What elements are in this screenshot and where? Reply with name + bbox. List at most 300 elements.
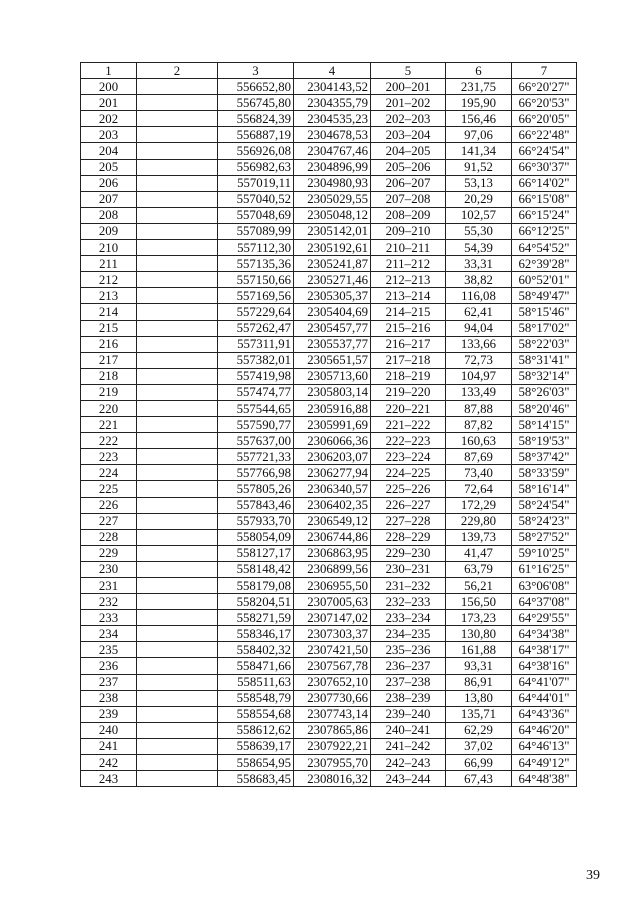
cell-point-number: 236 — [81, 658, 137, 674]
cell-point-number: 205 — [81, 159, 137, 175]
cell-direction-angle: 66°15'24" — [512, 207, 577, 223]
cell-length: 133,66 — [446, 336, 512, 352]
cell-y-coordinate: 2305457,77 — [294, 320, 371, 336]
cell-y-coordinate: 2307147,02 — [294, 610, 371, 626]
cell-length: 72,73 — [446, 352, 512, 368]
cell-direction-angle: 64°46'13" — [512, 738, 577, 754]
cell-column-2 — [137, 706, 218, 722]
table-row — [81, 175, 577, 191]
cell-point-number: 206 — [81, 175, 137, 191]
cell-point-number: 210 — [81, 240, 137, 256]
cell-length: 62,29 — [446, 722, 512, 738]
cell-segment: 234–235 — [371, 626, 446, 642]
cell-column-2 — [137, 561, 218, 577]
table-row — [81, 626, 577, 642]
cell-x-coordinate: 556824,39 — [218, 111, 294, 127]
cell-point-number: 237 — [81, 674, 137, 690]
cell-length: 53,13 — [446, 175, 512, 191]
cell-segment: 210–211 — [371, 240, 446, 256]
cell-direction-angle: 64°29'55" — [512, 610, 577, 626]
table-row — [81, 288, 577, 304]
table-row — [81, 352, 577, 368]
cell-column-2 — [137, 481, 218, 497]
cell-length: 161,88 — [446, 642, 512, 658]
cell-direction-angle: 66°14'02" — [512, 175, 577, 191]
cell-column-2 — [137, 207, 218, 223]
cell-direction-angle: 58°37'42" — [512, 449, 577, 465]
cell-y-coordinate: 2307730,66 — [294, 690, 371, 706]
cell-segment: 209–210 — [371, 223, 446, 239]
cell-column-2 — [137, 240, 218, 256]
cell-point-number: 213 — [81, 288, 137, 304]
cell-x-coordinate: 557311,91 — [218, 336, 294, 352]
cell-y-coordinate: 2305029,55 — [294, 191, 371, 207]
cell-point-number: 212 — [81, 272, 137, 288]
cell-x-coordinate: 557040,52 — [218, 191, 294, 207]
cell-point-number: 203 — [81, 127, 137, 143]
cell-x-coordinate: 556887,19 — [218, 127, 294, 143]
cell-column-2 — [137, 449, 218, 465]
cell-column-2 — [137, 658, 218, 674]
cell-point-number: 211 — [81, 256, 137, 272]
cell-direction-angle: 64°41'07" — [512, 674, 577, 690]
cell-point-number: 228 — [81, 529, 137, 545]
cell-column-2 — [137, 127, 218, 143]
cell-y-coordinate: 2306744,86 — [294, 529, 371, 545]
cell-segment: 242–243 — [371, 755, 446, 771]
cell-direction-angle: 64°37'08" — [512, 594, 577, 610]
cell-column-2 — [137, 256, 218, 272]
cell-segment: 221–222 — [371, 417, 446, 433]
cell-length: 135,71 — [446, 706, 512, 722]
cell-length: 133,49 — [446, 384, 512, 400]
cell-x-coordinate: 558148,42 — [218, 561, 294, 577]
cell-x-coordinate: 557229,64 — [218, 304, 294, 320]
cell-x-coordinate: 556926,08 — [218, 143, 294, 159]
cell-column-2 — [137, 722, 218, 738]
cell-x-coordinate: 557590,77 — [218, 417, 294, 433]
cell-y-coordinate: 2304980,93 — [294, 175, 371, 191]
cell-direction-angle: 64°38'17" — [512, 642, 577, 658]
cell-x-coordinate: 557089,99 — [218, 223, 294, 239]
cell-y-coordinate: 2305916,88 — [294, 400, 371, 416]
cell-y-coordinate: 2304143,52 — [294, 79, 371, 95]
cell-segment: 207–208 — [371, 191, 446, 207]
cell-column-2 — [137, 159, 218, 175]
cell-segment: 223–224 — [371, 449, 446, 465]
cell-x-coordinate: 558612,62 — [218, 722, 294, 738]
cell-point-number: 233 — [81, 610, 137, 626]
cell-y-coordinate: 2304767,46 — [294, 143, 371, 159]
cell-column-2 — [137, 771, 218, 787]
column-header-y: 4 — [294, 63, 371, 79]
table-row — [81, 642, 577, 658]
table-row — [81, 755, 577, 771]
cell-x-coordinate: 558204,51 — [218, 594, 294, 610]
table-row — [81, 658, 577, 674]
cell-direction-angle: 58°17'02" — [512, 320, 577, 336]
cell-x-coordinate: 558554,68 — [218, 706, 294, 722]
cell-point-number: 224 — [81, 465, 137, 481]
cell-length: 93,31 — [446, 658, 512, 674]
cell-y-coordinate: 2307303,37 — [294, 626, 371, 642]
cell-point-number: 214 — [81, 304, 137, 320]
cell-direction-angle: 64°54'52" — [512, 240, 577, 256]
cell-length: 73,40 — [446, 465, 512, 481]
cell-direction-angle: 64°46'20" — [512, 722, 577, 738]
cell-x-coordinate: 558654,95 — [218, 755, 294, 771]
table-row — [81, 594, 577, 610]
table-row — [81, 111, 577, 127]
cell-x-coordinate: 557805,26 — [218, 481, 294, 497]
cell-length: 56,21 — [446, 578, 512, 594]
cell-direction-angle: 64°44'01" — [512, 690, 577, 706]
cell-segment: 202–203 — [371, 111, 446, 127]
cell-y-coordinate: 2305991,69 — [294, 417, 371, 433]
cell-length: 195,90 — [446, 95, 512, 111]
cell-y-coordinate: 2306066,36 — [294, 433, 371, 449]
cell-y-coordinate: 2306899,56 — [294, 561, 371, 577]
table-row — [81, 368, 577, 384]
cell-direction-angle: 66°22'48" — [512, 127, 577, 143]
column-header-x: 3 — [218, 63, 294, 79]
table-row — [81, 384, 577, 400]
cell-point-number: 230 — [81, 561, 137, 577]
cell-x-coordinate: 558346,17 — [218, 626, 294, 642]
table-row — [81, 272, 577, 288]
cell-length: 116,08 — [446, 288, 512, 304]
cell-point-number: 216 — [81, 336, 137, 352]
cell-column-2 — [137, 384, 218, 400]
cell-length: 13,80 — [446, 690, 512, 706]
cell-column-2 — [137, 465, 218, 481]
cell-direction-angle: 58°49'47" — [512, 288, 577, 304]
cell-column-2 — [137, 513, 218, 529]
cell-length: 87,82 — [446, 417, 512, 433]
table-body — [81, 79, 577, 787]
column-header-2: 2 — [137, 63, 218, 79]
table-header-row — [81, 63, 577, 79]
cell-length: 130,80 — [446, 626, 512, 642]
cell-segment: 231–232 — [371, 578, 446, 594]
cell-length: 231,75 — [446, 79, 512, 95]
cell-y-coordinate: 2307652,10 — [294, 674, 371, 690]
cell-segment: 224–225 — [371, 465, 446, 481]
cell-segment: 229–230 — [371, 545, 446, 561]
table-row — [81, 529, 577, 545]
cell-direction-angle: 64°43'36" — [512, 706, 577, 722]
cell-length: 54,39 — [446, 240, 512, 256]
cell-column-2 — [137, 352, 218, 368]
table-row — [81, 513, 577, 529]
table-row — [81, 465, 577, 481]
cell-length: 62,41 — [446, 304, 512, 320]
cell-y-coordinate: 2305048,12 — [294, 207, 371, 223]
cell-direction-angle: 64°34'38" — [512, 626, 577, 642]
cell-length: 139,73 — [446, 529, 512, 545]
cell-length: 87,88 — [446, 400, 512, 416]
cell-segment: 200–201 — [371, 79, 446, 95]
table-row — [81, 207, 577, 223]
cell-column-2 — [137, 497, 218, 513]
cell-length: 229,80 — [446, 513, 512, 529]
table-row — [81, 95, 577, 111]
cell-direction-angle: 58°27'52" — [512, 529, 577, 545]
cell-point-number: 231 — [81, 578, 137, 594]
cell-y-coordinate: 2306955,50 — [294, 578, 371, 594]
cell-point-number: 240 — [81, 722, 137, 738]
cell-point-number: 234 — [81, 626, 137, 642]
cell-direction-angle: 66°24'54" — [512, 143, 577, 159]
cell-y-coordinate: 2306340,57 — [294, 481, 371, 497]
cell-point-number: 201 — [81, 95, 137, 111]
cell-y-coordinate: 2307922,21 — [294, 738, 371, 754]
cell-y-coordinate: 2305803,14 — [294, 384, 371, 400]
cell-x-coordinate: 557843,46 — [218, 497, 294, 513]
cell-point-number: 225 — [81, 481, 137, 497]
cell-segment: 225–226 — [371, 481, 446, 497]
cell-column-2 — [137, 578, 218, 594]
page-number: 39 — [586, 868, 600, 883]
cell-direction-angle: 58°33'59" — [512, 465, 577, 481]
cell-length: 87,69 — [446, 449, 512, 465]
cell-x-coordinate: 557721,33 — [218, 449, 294, 465]
cell-segment: 232–233 — [371, 594, 446, 610]
cell-length: 91,52 — [446, 159, 512, 175]
cell-x-coordinate: 558683,45 — [218, 771, 294, 787]
cell-x-coordinate: 558639,17 — [218, 738, 294, 754]
table-row — [81, 497, 577, 513]
cell-direction-angle: 63°06'08" — [512, 578, 577, 594]
table-row — [81, 561, 577, 577]
cell-length: 141,34 — [446, 143, 512, 159]
cell-y-coordinate: 2307567,78 — [294, 658, 371, 674]
cell-y-coordinate: 2308016,32 — [294, 771, 371, 787]
table-row — [81, 223, 577, 239]
cell-y-coordinate: 2305271,46 — [294, 272, 371, 288]
table-row — [81, 545, 577, 561]
cell-column-2 — [137, 175, 218, 191]
cell-x-coordinate: 557150,66 — [218, 272, 294, 288]
table-row — [81, 674, 577, 690]
cell-point-number: 242 — [81, 755, 137, 771]
table-row — [81, 417, 577, 433]
cell-length: 156,50 — [446, 594, 512, 610]
cell-length: 102,57 — [446, 207, 512, 223]
cell-y-coordinate: 2305713,60 — [294, 368, 371, 384]
cell-y-coordinate: 2307421,50 — [294, 642, 371, 658]
cell-column-2 — [137, 304, 218, 320]
cell-direction-angle: 66°20'05" — [512, 111, 577, 127]
cell-point-number: 226 — [81, 497, 137, 513]
cell-x-coordinate: 557262,47 — [218, 320, 294, 336]
cell-point-number: 235 — [81, 642, 137, 658]
cell-x-coordinate: 558511,63 — [218, 674, 294, 690]
cell-segment: 235–236 — [371, 642, 446, 658]
cell-column-2 — [137, 143, 218, 159]
table-row — [81, 336, 577, 352]
cell-segment: 218–219 — [371, 368, 446, 384]
table-row — [81, 143, 577, 159]
cell-x-coordinate: 558548,79 — [218, 690, 294, 706]
table-row — [81, 610, 577, 626]
cell-direction-angle: 58°22'03" — [512, 336, 577, 352]
cell-direction-angle: 64°49'12" — [512, 755, 577, 771]
cell-point-number: 243 — [81, 771, 137, 787]
cell-y-coordinate: 2306277,94 — [294, 465, 371, 481]
table-row — [81, 433, 577, 449]
cell-x-coordinate: 556745,80 — [218, 95, 294, 111]
table-row — [81, 320, 577, 336]
cell-direction-angle: 66°30'37" — [512, 159, 577, 175]
cell-x-coordinate: 557419,98 — [218, 368, 294, 384]
cell-point-number: 223 — [81, 449, 137, 465]
table-row — [81, 240, 577, 256]
cell-length: 156,46 — [446, 111, 512, 127]
cell-x-coordinate: 557112,30 — [218, 240, 294, 256]
cell-direction-angle: 58°19'53" — [512, 433, 577, 449]
cell-y-coordinate: 2304896,99 — [294, 159, 371, 175]
cell-point-number: 220 — [81, 400, 137, 416]
table-row — [81, 449, 577, 465]
cell-x-coordinate: 557019,11 — [218, 175, 294, 191]
cell-y-coordinate: 2305241,87 — [294, 256, 371, 272]
cell-length: 67,43 — [446, 771, 512, 787]
cell-direction-angle: 64°48'38" — [512, 771, 577, 787]
cell-y-coordinate: 2307865,86 — [294, 722, 371, 738]
cell-column-2 — [137, 272, 218, 288]
cell-direction-angle: 60°52'01" — [512, 272, 577, 288]
cell-point-number: 209 — [81, 223, 137, 239]
cell-column-2 — [137, 529, 218, 545]
cell-x-coordinate: 557637,00 — [218, 433, 294, 449]
cell-direction-angle: 64°38'16" — [512, 658, 577, 674]
cell-segment: 201–202 — [371, 95, 446, 111]
cell-direction-angle: 58°14'15" — [512, 417, 577, 433]
cell-length: 160,63 — [446, 433, 512, 449]
cell-point-number: 229 — [81, 545, 137, 561]
cell-point-number: 222 — [81, 433, 137, 449]
cell-segment: 236–237 — [371, 658, 446, 674]
cell-segment: 208–209 — [371, 207, 446, 223]
cell-point-number: 241 — [81, 738, 137, 754]
cell-y-coordinate: 2307743,14 — [294, 706, 371, 722]
cell-segment: 228–229 — [371, 529, 446, 545]
cell-point-number: 208 — [81, 207, 137, 223]
table-row — [81, 481, 577, 497]
cell-length: 37,02 — [446, 738, 512, 754]
cell-length: 72,64 — [446, 481, 512, 497]
table-row — [81, 159, 577, 175]
cell-length: 97,06 — [446, 127, 512, 143]
cell-x-coordinate: 558402,32 — [218, 642, 294, 658]
cell-length: 20,29 — [446, 191, 512, 207]
cell-y-coordinate: 2307955,70 — [294, 755, 371, 771]
cell-column-2 — [137, 433, 218, 449]
cell-direction-angle: 66°20'27" — [512, 79, 577, 95]
cell-x-coordinate: 556652,80 — [218, 79, 294, 95]
cell-segment: 216–217 — [371, 336, 446, 352]
cell-segment: 213–214 — [371, 288, 446, 304]
cell-column-2 — [137, 610, 218, 626]
cell-length: 63,79 — [446, 561, 512, 577]
cell-segment: 241–242 — [371, 738, 446, 754]
cell-direction-angle: 58°24'23" — [512, 513, 577, 529]
cell-segment: 220–221 — [371, 400, 446, 416]
cell-segment: 204–205 — [371, 143, 446, 159]
cell-length: 33,31 — [446, 256, 512, 272]
cell-point-number: 218 — [81, 368, 137, 384]
cell-direction-angle: 58°24'54" — [512, 497, 577, 513]
table-row — [81, 738, 577, 754]
cell-segment: 240–241 — [371, 722, 446, 738]
cell-length: 172,29 — [446, 497, 512, 513]
cell-direction-angle: 61°16'25" — [512, 561, 577, 577]
cell-column-2 — [137, 690, 218, 706]
cell-column-2 — [137, 738, 218, 754]
cell-y-coordinate: 2305305,37 — [294, 288, 371, 304]
column-header-angle: 7 — [512, 63, 577, 79]
cell-direction-angle: 66°15'08" — [512, 191, 577, 207]
cell-y-coordinate: 2304678,53 — [294, 127, 371, 143]
cell-length: 104,97 — [446, 368, 512, 384]
table-row — [81, 706, 577, 722]
cell-direction-angle: 58°15'46" — [512, 304, 577, 320]
cell-y-coordinate: 2306549,12 — [294, 513, 371, 529]
cell-y-coordinate: 2305404,69 — [294, 304, 371, 320]
cell-segment: 212–213 — [371, 272, 446, 288]
cell-column-2 — [137, 400, 218, 416]
cell-point-number: 232 — [81, 594, 137, 610]
cell-column-2 — [137, 320, 218, 336]
cell-length: 66,99 — [446, 755, 512, 771]
cell-direction-angle: 58°26'03" — [512, 384, 577, 400]
cell-column-2 — [137, 288, 218, 304]
cell-column-2 — [137, 545, 218, 561]
cell-length: 173,23 — [446, 610, 512, 626]
cell-x-coordinate: 557766,98 — [218, 465, 294, 481]
cell-column-2 — [137, 755, 218, 771]
cell-direction-angle: 66°20'53" — [512, 95, 577, 111]
cell-x-coordinate: 558054,09 — [218, 529, 294, 545]
table-row — [81, 191, 577, 207]
cell-y-coordinate: 2304535,23 — [294, 111, 371, 127]
column-header-length: 6 — [446, 63, 512, 79]
table-row — [81, 304, 577, 320]
cell-segment: 219–220 — [371, 384, 446, 400]
cell-segment: 217–218 — [371, 352, 446, 368]
cell-segment: 230–231 — [371, 561, 446, 577]
cell-segment: 211–212 — [371, 256, 446, 272]
cell-column-2 — [137, 79, 218, 95]
cell-segment: 243–244 — [371, 771, 446, 787]
cell-x-coordinate: 558179,08 — [218, 578, 294, 594]
cell-segment: 215–216 — [371, 320, 446, 336]
coordinates-table — [80, 62, 577, 787]
table-row — [81, 578, 577, 594]
cell-segment: 239–240 — [371, 706, 446, 722]
cell-y-coordinate: 2307005,63 — [294, 594, 371, 610]
cell-segment: 227–228 — [371, 513, 446, 529]
cell-column-2 — [137, 336, 218, 352]
cell-point-number: 200 — [81, 79, 137, 95]
column-header-segment: 5 — [371, 63, 446, 79]
cell-point-number: 217 — [81, 352, 137, 368]
cell-point-number: 227 — [81, 513, 137, 529]
cell-length: 86,91 — [446, 674, 512, 690]
cell-segment: 205–206 — [371, 159, 446, 175]
cell-point-number: 239 — [81, 706, 137, 722]
